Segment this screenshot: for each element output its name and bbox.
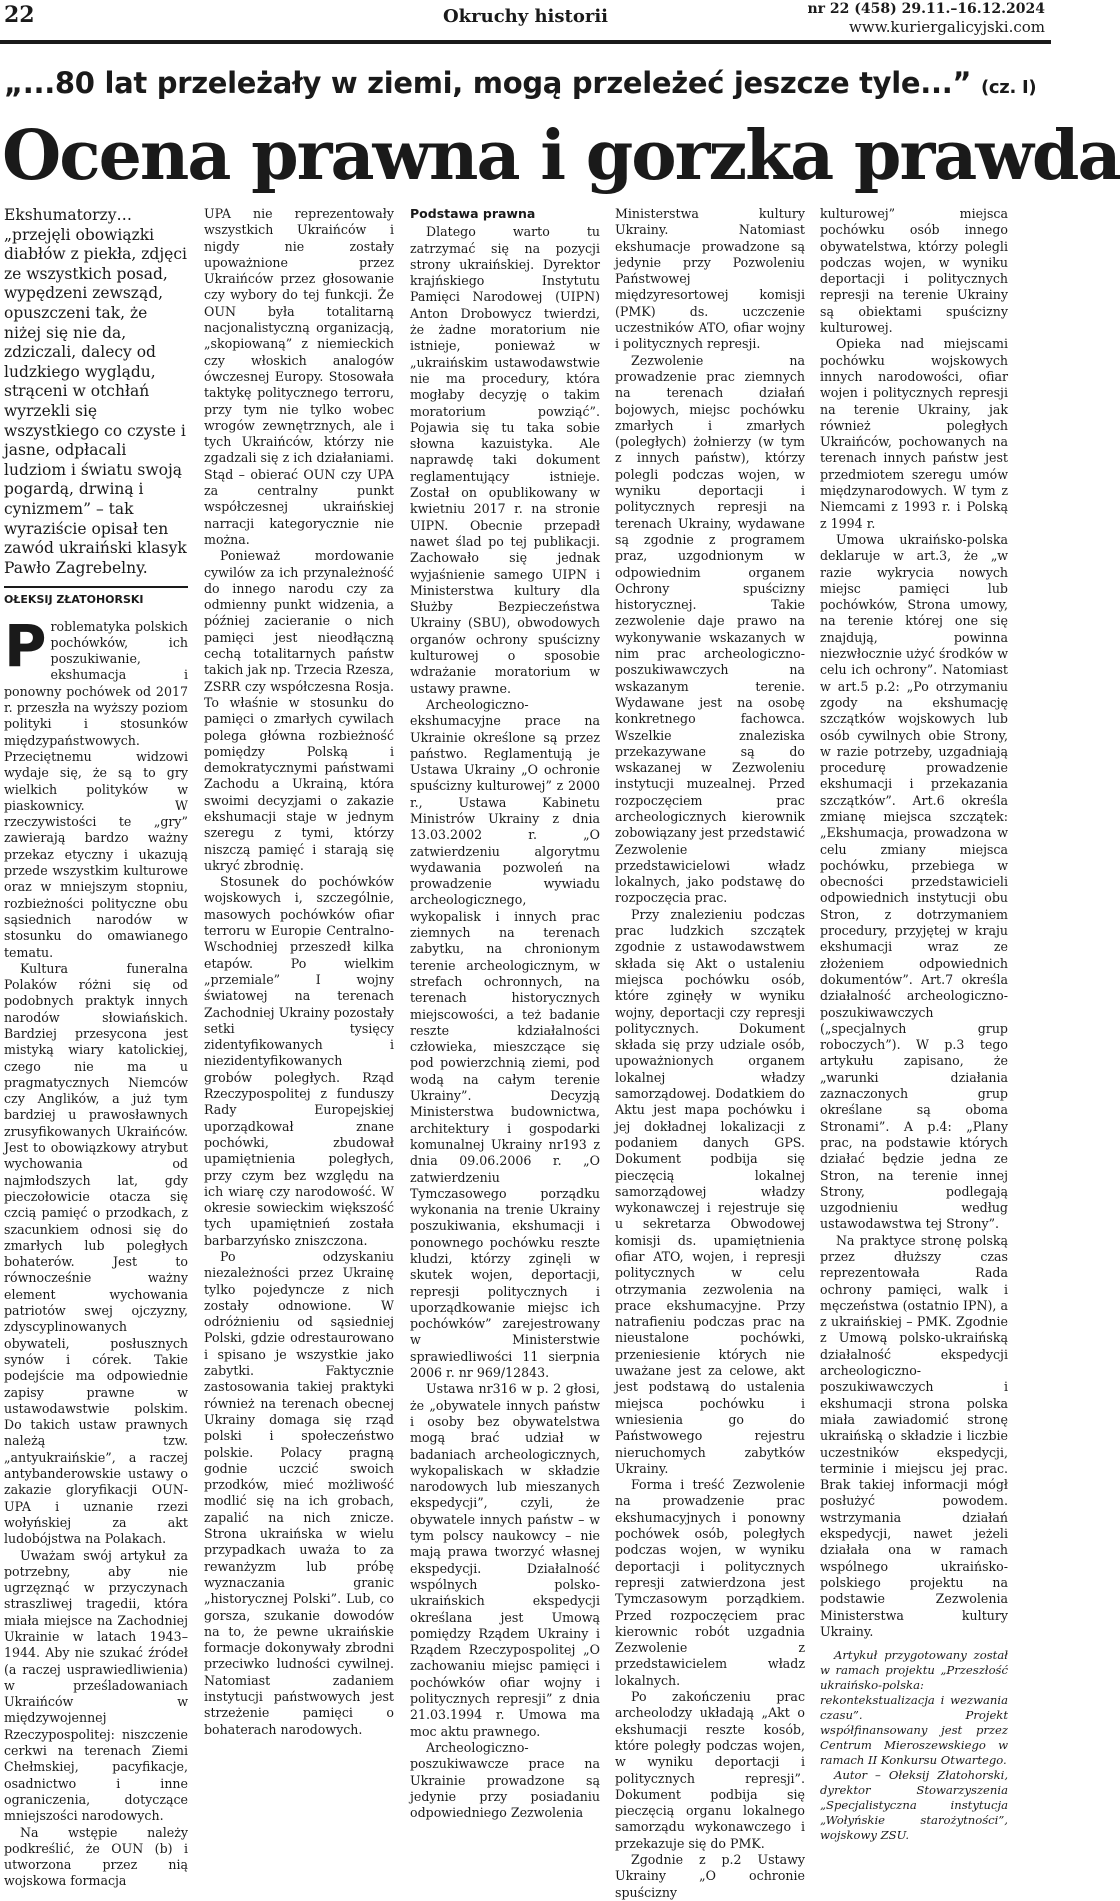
paragraph: roblematyka polskich pochówków, ich poszukiwanie, ekshumacja i ponowny pochówek od 2017 r. przeszła na wyższy poziom polityki i stosunków międzypaństwowych. Przeciętnemu widzowi wydaje się, że są to gry wielkich polityków w piaskownicy. W rzeczywistości te „gry” zawierają bardzo ważny przekaz etyczny i ukazują przede wszystkim kulturowe oraz w mniejszym stopniu, rozbieżności polityczne obu sąsiednich narodów w stosunku do omawianego tematu.: [4, 618, 188, 960]
website-link[interactable]: www.kuriergalicyjski.com: [849, 18, 1045, 36]
article-footnote: [820, 1648, 1008, 1843]
header-rule: [0, 40, 1051, 44]
kicker-quote: „...80 lat przeleżały w ziemi, mogą przeleżeć jeszcze tyle...”: [4, 66, 972, 100]
paragraph: Na wstępie należy podkreślić, że OUN (b) i utworzona przez nią wojskowa formacja: [4, 1824, 188, 1889]
paragraph: Ponieważ mordowanie cywilów za ich przynależność do innego narodu czy za odmienny punkt widzenia, a później zacieranie o nich pamięci jest nieodłączną cechą totalitarnych państw takich jak np. Trzecia Rzesza, ZSRR czy współczesna Rosja. To właśnie w stosunku do pamięci o zmarłych cywilach polega główna rozbieżność pomiędzy Polską i demokratycznymi państwami Zachodu a Ukrainą, która swoimi decyzjami o zakazie ekshumacji staje w jednym szeregu z tymi, którzy niszczą pamięć i starają się ukryć zbrodnię.: [204, 548, 394, 873]
column-3: [410, 206, 600, 1821]
paragraph: Po odzyskaniu niezależności przez Ukrainę tylko pojedyncze z nich zostały odnowione. W odróżnieniu od sąsiedniej Polski, gdzie odrestaurowano i spisano je wszystkie jako zabytki. Faktycznie zastosowania takiej praktyki również na terenach obecnej Ukrainy domaga się rząd polski i społeczeństwo polskie. Polacy pragną godnie uczcić swoich przodków, mieć możliwość modlić się na ich grobach, zapalić na nich znicze. Strona ukraińska w wielu przypadkach uważa to za rewanżyzm lub próbę wyznaczania granic „historycznej Polski”. Lub, co gorsza, szukanie dowodów na to, że pewne ukraińskie formacje dokonywały zbrodni przeciwko ludności cywilnej. Natomiast zadaniem instytucji państwowych jest strzeżenie pamięci o bohaterach narodowych.: [204, 1249, 394, 1737]
paragraph: Przy znalezieniu podczas prac ludzkich szczątek zgodnie z ustawodawstwem składa się Akt o ustaleniu miejsca pochówku osób, które zginęły w wyniku wojny, deportacji czy represji politycznych. Dokument składa się przy udziale osób, upoważnionych organem lokalnej władzy samorządowej. Dodatkiem do Aktu jest mapa pochówku i jej dokładnej lokalizacji z podaniem danych GPS. Dokument podbija się pieczęcią lokalnej samorządowej władzy wykonawczej i rejestruje się u sekretarza Obwodowej komisji ds. upamiętnienia ofiar ATO, wojen, i represji politycznych w celu otrzymania zezwolenia na prace ekshumacyjne. Przy natrafieniu podczas prac na nieustalone pochówki, przeniesienie których nie uważane jest za celowe, akt jest podstawą do ustalenia miejsca pochówku i wniesienia go do Państwowego rejestru nieruchomych zabytków Ukrainy.: [615, 906, 805, 1476]
paragraph: Uważam swój artykuł za potrzebny, aby nie ugrzęznąć w przyczynach straszliwej tragedii, która miała miejsce na Zachodniej Ukrainie w latach 1943–1944. Aby nie szukać źródeł (a raczej usprawiedliwienia) w prześladowaniach Ukraińców w międzywojennej Rzeczypospolitej: niszczenie cerkwi na terenach Ziemi Chełmskiej, pacyfikacje, osadnictwo i inne ograniczenia, dotyczące mniejszości narodowych.: [4, 1547, 188, 1824]
subheading: Podstawa prawna: [410, 206, 536, 221]
paragraph: Zgodnie z p.2 Ustawy Ukrainy „O ochronie spuścizny: [615, 1851, 805, 1900]
article-title: Ocena prawna i gorzka prawda: [2, 116, 1120, 196]
paragraph: Ministerstwa kultury Ukrainy. Natomiast ekshumacje prowadzone są jedynie przy Pozwoleniu Państwowej międzyresortowej komisji (PMK) ds. uczczenie uczestników ATO, ofiar wojny i politycznych represji.: [615, 206, 805, 352]
paragraph: Archeologiczno-ekshumacyjne prace na Ukrainie określone są przez państwo. Reglamentują je Ustawa Ukrainy „O ochronie spuścizny kulturowej” z 2000 r., Ustawa Kabinetu Ministrów Ukrainy z dnia 13.03.2002 r. „O zatwierdzeniu algorytmu wydawania pozwoleń na prowadzenie wywiadu archeologicznego, wykopalisk i innych prac ziemnych na terenach zabytku, na chronionym terenie archeologicznym, w strefach ochronnych, na terenach historycznych miejscowości, a też badanie reszte kdziałalności człowieka, mieszczące się pod powierzchnią ziemi, pod wodą na całym terenie Ukrainy”. Decyzją Ministerstwa budownictwa, architektury i gospodarki komunalnej Ukrainy nr193 z dnia 09.06.2006 r. „O zatwierdzeniu Tymczasowego porządku wykonania na trenie Ukrainy poszukiwania, ekshumacji i ponownego pochówku reszte kludzi, którzy zginęli w skutek wojen, deportacji, represji politycznych i uporządkowanie miejsc ich pochówków” zarejestrowany w Ministerstwie sprawiedliwości 11 sierpnia 2006 r. nr 969/12843.: [410, 696, 600, 1381]
section-title: Okruchy historii: [442, 6, 609, 27]
page-number: 22: [4, 2, 35, 28]
paragraph: Na praktyce stronę polską przez dłuższy czas reprezentowała Rada ochrony pamięci, walk i męczeństwa (ostatnio IPN), a z ukraińskiej – PMK. Zgodnie z Umową polsko-ukraińską działalność ekspedycji archeologiczno-poszukiwawczych i ekshumacji strona polska miała zawiadomić stronę ukraińską o składzie i liczbie uczestników ekspedycji, terminie i miejscu jej prac. Brak takiej informacji mógł posłużyć powodem. wstrzymania działań ekspedycji, nawet jeżeli działała ona w ramach wspólnego ukraińsko-polskiego projektu na podstawie Zezwolenia Ministerstwa kultury Ukrainy.: [820, 1232, 1008, 1639]
paragraph: Stosunek do pochówków wojskowych i, szczególnie, masowych pochówków ofiar terroru w Europie Centralno-Wschodniej przeszedł kilka etapów. Po wielkim „przemiale” I wojny światowej na terenach Zachodniej Ukrainy pozostały setki tysięcy zidentyfikowanych i niezidentyfikowanych grobów poległych. Rząd Rzeczypospolitej z funduszy Rady Europejskiej uporządkował znane pochówki, zbudował upamiętnienia poległych, przy czym bez względu na ich wiarę czy narodowość. W okresie sowieckim większość tych upamiętnień została barbarzyńsko zniszczona.: [204, 874, 394, 1248]
author-byline: OŁEKSIJ ZŁATOHORSKI: [4, 586, 188, 608]
paragraph: Umowa ukraińsko-polska deklaruje w art.3, że „w razie wykrycia nowych miejsc pamięci lub pochówków, Strona umowy, na terenie której one się znajdują, powinna niezwłocznie użyć środków w celu ich ochrony”. Natomiast w art.5 p.2: „Po otrzymaniu zgody na ekshumację szczątków wojskowych lub osób cywilnych obie Strony, w razie potrzeby, uzgadniają procedurę prowadzenie ekshumacji i przekazania szczątków”. Art.6 określa zmianę miejsca szczątek: „Ekshumacja, prowadzona w celu zmiany miejsca pochówku, przebiega w obecności przedstawicieli odpowiednich instytucji obu Stron, z dotrzymaniem procedury, przyjętej w kraju ekshumacji wraz ze złożeniem odpowiednich dokumentów”. Art.7 określa działalność archeologiczno-poszukiwawczych („specjalnych grup roboczych”). W p.3 tego artykułu zapisano, że „warunki działania zaznaczonych grup określane są oboma Stronami”. A p.4: „Plany prac, na podstawie których działać będzie jedna ze Stron, na terenie innej Strony, podlegają uzgodnieniu według ustawodawstwa tej Strony”.: [820, 531, 1008, 1232]
column-1: [4, 206, 188, 1889]
paragraph: Kultura funeralna Polaków różni się od podobnych praktyk innych narodów słowiańskich. Bardziej przesycona jest mistyką wiary katolickiej, czego nie ma u pragmatycznych Niemców czy Anglików, a już tym bardziej u prawosławnych zrusyfikowanych Ukraińców. Jest to obowiązkowy atrybut wychowania od najmłodszych lat, gdy pieczołowicie otacza się czcią pamięć o przodkach, z szacunkiem odnosi się do zmarłych lub poległych bohaterów. Jest to równocześnie ważny element wychowania patriotów swej ojczyzny, zdyscyplinowanych obywateli, posłusznych synów i córek. Takie podejście ma odpowiednie zapisy prawne w ustawodawstwie polskim. Do takich ustaw prawnych należą tzw. „antyukraińskie”, a raczej antybanderowskie ustawy o zakazie gloryfikacji OUN-UPA i uznanie rzezi wołyńskiej za akt ludobójstwa na Polakach.: [4, 960, 188, 1547]
lead-text: Ekshumatorzy… „przejęli obowiązki diabłów z piekła, zdjęci ze wszystkich posad, wypędzeni zewsząd, opuszczeni tak, że niżej się nie da, zdziczali, dalecy od ludzkiego wyglądu, strąceni w otchłań wyrzekli się wszystkiego co czyste i jasne, odpłacali ludziom i światu swoją pogardą, drwiną i cynizmem” – tak wyraziście opisał ten zawód ukraiński klasyk Pawło Zagrebelny.: [4, 206, 187, 577]
column-5: [820, 206, 1008, 1843]
issue-info: [807, 0, 1045, 36]
paragraph: Zezwolenie na prowadzenie prac ziemnych na terenach działań bojowych, miejsc pochówku zmarłych i zmarłych (poległych) żołnierzy (w tym z innych państw), którzy polegli podczas wojen, w wyniku deportacji i politycznych represji na terenach Ukrainy, wydawane są zgodnie z programem praz, uzgodnionym w odpowiednim organem Ochrony spuścizny historycznej. Takie zezwolenie daje prawo na wykonywanie wskazanych w nim prac archeologiczno-poszukiwawczych na wskazanym terenie. Wydawane jest na osobę konkretnego fachowca. Wszelkie znaleziska przekazywane są do wskazanej w Zezwoleniu instytucji muzealnej. Przed rozpoczęciem prac archeologicznych kierownik zobowiązany jest przedstawić Zezwolenie przedstawicielowi władz lokalnych, jako podstawę do rozpoczęcia prac.: [615, 352, 805, 906]
author-note: Autor – Ołeksij Złatohorski, dyrektor Stowarzyszenia „Specjalistyczna instytucja „Wołyńskie starożytności”, wojskowy ZSU.: [820, 1768, 1008, 1843]
paragraph: Po zakończeniu prac archeolodzy układają „Akt o ekshumacji reszte kosób, które poległy podczas wojen, w wyniku deportacji i politycznych represji”. Dokument podbija się pieczęcią organu lokalnego samorządu wykonawczego i przekazuje się do PMK.: [615, 1689, 805, 1851]
kicker-part: (cz. I): [981, 77, 1037, 98]
paragraph: Opieka nad miejscami pochówku wojskowych innych narodowości, ofiar wojen i politycznych represji na terenie Ukrainy, jak również poległych Ukraińców, pochowanych na terenach innych państw jest przedmiotem szeregu umów międzynarodowych. W tym z Niemcami z 1993 r. i Polską z 1994 r.: [820, 336, 1008, 531]
article-lead: [4, 206, 188, 578]
issue-number: nr 22 (458) 29.11.–16.12.2024: [807, 1, 1045, 17]
paragraph: UPA nie reprezentowały wszystkich Ukraińców i nigdy nie zostały upoważnione przez Ukraińców przez głosowanie czy wybory do tej funkcji. Że OUN była totalitarną nacjonalistyczną organizacją, „skopiowaną” z niemieckich czy włoskich analogów ówczesnej Europy. Stosowała taktykę politycznego terroru, przy tym nie tylko wobec wrogów zewnętrznych, ale i tych Ukraińców, którzy nie zgadzali się z ich działaniami. Stąd – obierać OUN czy UPA za centralny punkt współczesnej ukraińskiej narracji kategorycznie nie można.: [204, 206, 394, 547]
paragraph: Dlatego warto tu zatrzymać się na pozycji strony ukraińskiej. Dyrektor krajńskiego Instytutu Pamięci Narodowej (UIPN) Anton Drobowycz twierdzi, że żadne moratorium nie istnieje, ponieważ w „ukraińskim ustawodawstwie nie ma procedury, która mogłaby decyzję o takim moratorium powziąć”. Pojawia się tu taka sobie słowna kazuistyka. Ale naprawdę taki dokument reglamentujący istnieje. Został on opublikowany w kwietniu 2017 r. na stronie UIPN. Obecnie przepadł nawet ślad po tej publikacji. Zachowało się jednak wyjaśnienie samego UIPN i Ministerstwa kultury dla Służby Bezpieczeństwa Ukrainy (SBU), obwodowych organów ochrony spuścizny kulturowej o sposobie wdrażanie moratorium w ustawy prawne.: [410, 224, 600, 696]
column-2: [204, 206, 394, 1737]
paragraph: kulturowej” miejsca pochówku osób innego obywatelstwa, którzy polegli podczas wojen, w wyniku deportacji i politycznych represji na terenie Ukrainy są obiektami spuścizny kulturowej.: [820, 206, 1008, 336]
paragraph: Archeologiczno-poszukiwawcze prace na Ukrainie prowadzone są jedynie przy posiadaniu odpowiedniego Zezwolenia: [410, 1739, 600, 1821]
page-header: [0, 0, 1051, 40]
paragraph: Forma i treść Zezwolenie na prowadzenie prac ekshumacyjnych i ponowny pochówek osób, poległych podczas wojen, w wyniku deportacji i politycznych represji zatwierdzona jest Tymczasowym porządkiem. Przed rozpoczęciem prac kierownic robót uzgadnia Zezwolenie z przedstawicielem władz lokalnych.: [615, 1477, 805, 1688]
project-note: Artykuł przygotowany został w ramach projektu „Przeszłość ukraińsko-polska: rekontekstualizacja i wezwania czasu”. Projekt współfinansowany jest przez Centrum Mieroszewskiego w ramach II Konkursu Otwartego.: [820, 1648, 1008, 1768]
paragraph: Ustawa nr316 w p. 2 głosi, że „obywatele innych państw i osoby bez obywatelstwa mogą brać udział w badaniach archeologicznych, wykopaliskach w składzie narodowych lub mieszanych ekspedycji”, czyli, że obywatele innych państw – w tym polscy naukowcy – nie mają prawa tworzyć własnej ekspedycji. Działalność wspólnych polsko-ukraińskich ekspedycji określana jest Umową pomiędzy Rządem Ukrainy i Rządem Rzeczypospolitej „O zachowaniu miejsc pamięci i pochówków ofiar wojny i politycznych represji” z dnia 21.03.1994 r. Umowa ma moc aktu prawnego.: [410, 1381, 600, 1739]
article-kicker: [4, 66, 1049, 100]
column-4: [615, 206, 805, 1900]
drop-cap: P: [4, 611, 47, 680]
